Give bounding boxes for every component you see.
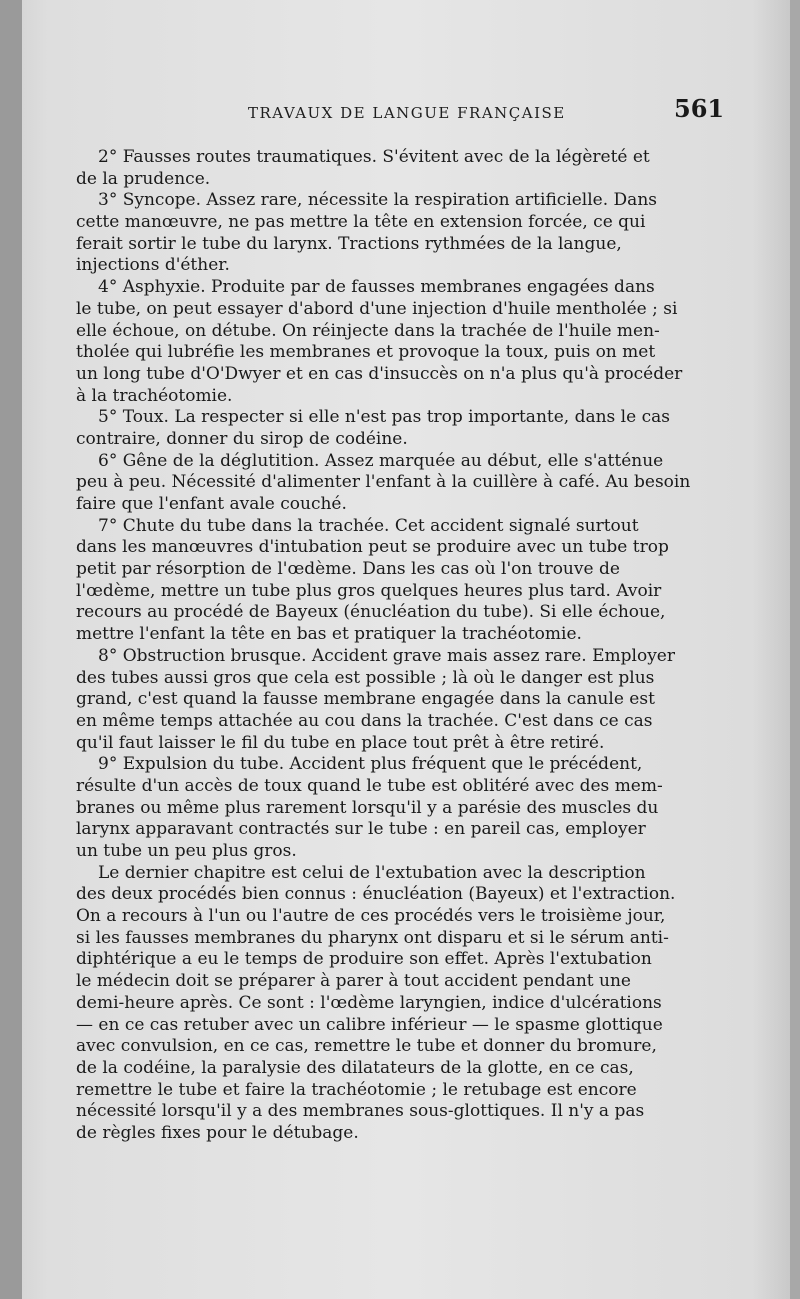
text-line: un long tube d'O'Dwyer et en cas d'insuccès on n'a plus qu'à procéder (76, 363, 683, 384)
text-line: elle échoue, on détube. On réinjecte dans la trachée de l'huile men- (76, 320, 660, 341)
text-line: des tubes aussi gros que cela est possible ; là où le danger est plus (76, 667, 655, 688)
text-line: tholée qui lubréfie les membranes et provoque la toux, puis on met (76, 342, 656, 363)
text-line: si les fausses membranes du pharynx ont disparu et si le sérum anti- (76, 927, 669, 948)
text-line: nécessité lorsqu'il y a des membranes sous-glottiques. Il n'y a pas (76, 1101, 645, 1122)
text-line: le médecin doit se préparer à parer à tout accident pendant une (76, 971, 631, 992)
text-line: 7° Chute du tube dans la trachée. Cet accident signalé surtout (98, 515, 639, 536)
text-line: On a recours à l'un ou l'autre de ces procédés vers le troisième jour, (76, 906, 666, 927)
text-line: en même temps attachée au cou dans la trachée. C'est dans ce cas (76, 710, 653, 731)
text-line: demi-heure après. Ce sont : l'œdème laryngien, indice d'ulcérations (76, 992, 662, 1013)
text-line: dans les manœuvres d'intubation peut se produire avec un tube trop (76, 537, 669, 558)
text-line: grand, c'est quand la fausse membrane engagée dans la canule est (76, 689, 655, 710)
text-line: le tube, on peut essayer d'abord d'une injection d'huile mentholée ; si (76, 298, 678, 319)
text-line: peu à peu. Nécessité d'alimenter l'enfant à la cuillère à café. Au besoin (76, 472, 691, 493)
page-edge-shadow (790, 0, 800, 1299)
text-line: larynx apparavant contractés sur le tube : en pareil cas, employer (76, 819, 646, 840)
text-line: contraire, donner du sirop de codéine. (76, 428, 408, 449)
text-line: ferait sortir le tube du larynx. Tractions rythmées de la langue, (76, 233, 622, 254)
text-line: 9° Expulsion du tube. Accident plus fréquent que le précédent, (98, 754, 643, 775)
text-line: 3° Syncope. Assez rare, nécessite la respiration artificielle. Dans (98, 190, 657, 211)
text-line: mettre l'enfant la tête en bas et pratiquer la trachéotomie. (76, 624, 582, 645)
text-line: cette manœuvre, ne pas mettre la tête en extension forcée, ce qui (76, 212, 646, 233)
text-line: injections d'éther. (76, 255, 230, 276)
text-line: branes ou même plus rarement lorsqu'il y a parésie des muscles du (76, 797, 659, 818)
text-line: 8° Obstruction brusque. Accident grave mais assez rare. Employer (98, 645, 675, 666)
text-line: 2° Fausses routes traumatiques. S'évitent avec de la légèreté et (98, 147, 650, 167)
text-line: petit par résorption de l'œdème. Dans les cas où l'on trouve de (76, 559, 620, 580)
text-line: diphtérique a eu le temps de produire son effet. Après l'extubation (76, 949, 652, 970)
text-line: de règles fixes pour le détubage. (76, 1122, 359, 1143)
text-line: recours au procédé de Bayeux (énucléation du tube). Si elle échoue, (76, 602, 666, 623)
text-line: de la prudence. (76, 168, 211, 189)
text-line: des deux procédés bien connus : énucléation (Bayeux) et l'extraction. (76, 884, 676, 905)
text-line: qu'il faut laisser le fil du tube en place tout prêt à être retiré. (76, 732, 605, 753)
text-line: Le dernier chapitre est celui de l'extubation avec la description (98, 862, 646, 883)
text-line: un tube un peu plus gros. (76, 841, 297, 861)
text-line: à la trachéotomie. (76, 385, 233, 406)
text-line: de la codéine, la paralysie des dilatateurs de la glotte, en ce cas, (76, 1057, 634, 1078)
page-header (90, 94, 790, 140)
text-line: 4° Asphyxie. Produite par de fausses membranes engagées dans (98, 277, 655, 298)
text-line: 6° Gêne de la déglutition. Assez marquée au début, elle s'atténue (98, 450, 664, 471)
text-line: résulte d'un accès de toux quand le tube est oblitéré avec des mem- (76, 775, 663, 796)
text-line: remettre le tube et faire la trachéotomie ; le retubage est encore (76, 1079, 637, 1100)
text-line: l'œdème, mettre un tube plus gros quelques heures plus tard. Avoir (76, 580, 662, 601)
page-number: 561 (674, 94, 725, 123)
text-line: 5° Toux. La respecter si elle n'est pas trop importante, dans le cas (98, 407, 670, 428)
body-text (76, 147, 766, 1145)
text-line: faire que l'enfant avale couché. (76, 494, 347, 514)
text-line: avec convulsion, en ce cas, remettre le tube et donner du bromure, (76, 1036, 657, 1057)
text-line: — en ce cas retuber avec un calibre inférieur — le spasme glottique (76, 1014, 663, 1035)
page-gutter-shadow (0, 0, 22, 1299)
running-title: TRAVAUX DE LANGUE FRANÇAISE (248, 104, 566, 122)
